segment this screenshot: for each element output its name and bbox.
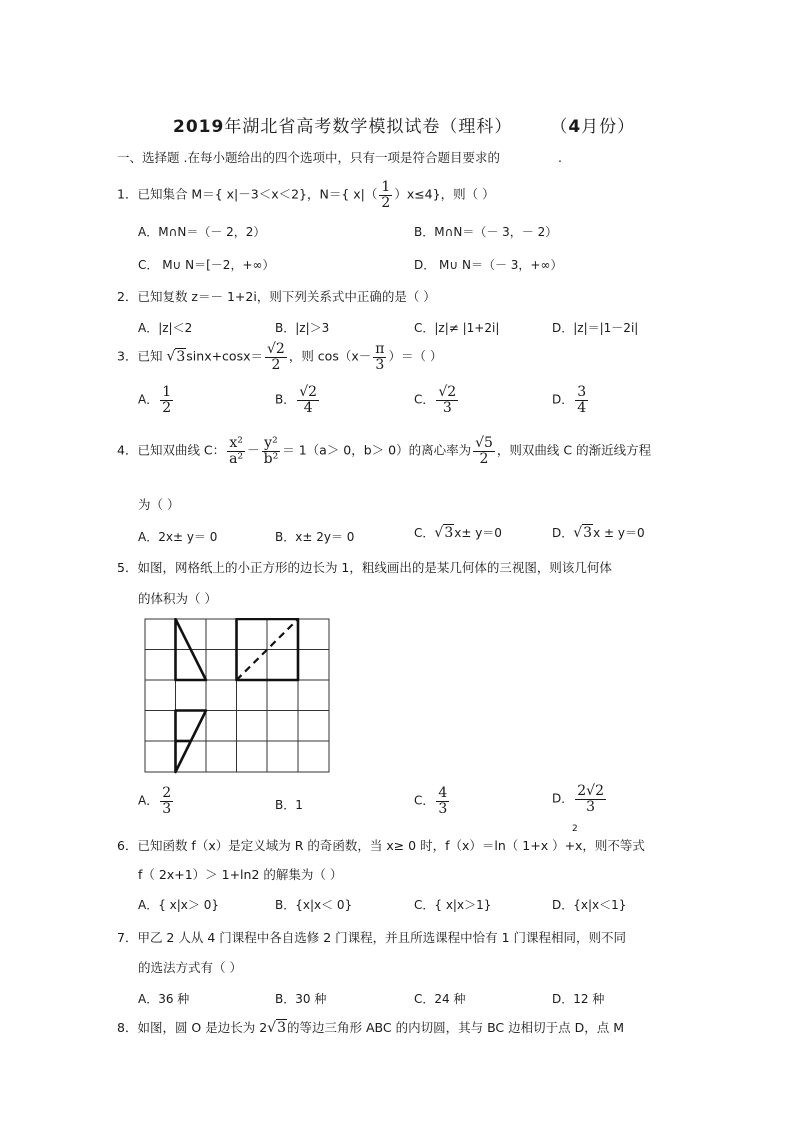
- question-3-option-c[interactable]: C． $\frac{√2}{3}$: [414, 384, 457, 416]
- question-4-option-a[interactable]: A．2x± y＝ 0: [138, 530, 218, 544]
- question-7-option-a[interactable]: A．36 种: [138, 992, 190, 1006]
- fraction: $\frac{2√2}{3}$: [577, 783, 604, 815]
- fraction: $\frac{\pi}{3}$: [375, 341, 385, 373]
- question-1-option-a[interactable]: A．M∩N＝（－ 2，2）: [138, 225, 266, 239]
- question-7-option-b[interactable]: B．30 种: [275, 992, 327, 1006]
- question-3-stem: 3．已知 √3sinx+cosx＝ $\frac{√2}{2}$ ，则 cos（x－ $\frac{\pi}{3}$ ）＝（ ）: [117, 341, 443, 373]
- question-4-stem-line2: 为（ ）: [138, 497, 180, 512]
- question-3-option-b[interactable]: B． $\frac{√2}{4}$: [275, 384, 318, 416]
- fraction: $\frac{√2}{4}$: [299, 384, 318, 416]
- question-5-option-a[interactable]: A． $\frac{2}{3}$: [138, 785, 172, 817]
- question-5-option-d[interactable]: D． $\frac{2√2}{3}$: [552, 783, 604, 815]
- question-1-option-b[interactable]: B．M∩N＝（－ 3，－ 2）: [414, 225, 558, 239]
- sqrt-expression: √3: [573, 525, 593, 541]
- question-7-stem-line2: 的选法方式有（ ）: [138, 960, 242, 975]
- fraction: $\frac{2}{3}$: [162, 785, 172, 817]
- question-2-stem: 2．已知复数 z＝－ 1+2i，则下列关系式中正确的是（ ）: [117, 289, 436, 304]
- question-4-option-b[interactable]: B．x± 2y＝ 0: [275, 530, 355, 544]
- question-2-option-a[interactable]: A．|z|＜2: [138, 321, 193, 335]
- question-5-stem: 5．如图，网格纸上的小正方形的边长为 1，粗线画出的是某几何体的三视图，则该几何体: [117, 560, 612, 575]
- fraction: $\frac{\text{x²}}{\text{a²}}$: [229, 435, 244, 467]
- question-3-option-d[interactable]: D． $\frac{3}{4}$: [552, 384, 587, 416]
- question-4-stem: 4．已知双曲线 C： $\frac{\text{x²}}{\text{a²}}$ － $\frac{\text{y²}}{\text{b²}}$ ＝ 1（a＞ 0，b＞ 0）的离心率为 $\frac{√5}{2}$ ，则双曲线 C 的渐近线方程: [117, 435, 652, 467]
- question-1-option-c[interactable]: C． M∪ N＝[－2，+∞）: [138, 258, 275, 272]
- question-2-option-d[interactable]: D．|z|＝|1－2i|: [552, 321, 639, 335]
- question-3-option-a[interactable]: A． $\frac{1}{2}$: [138, 384, 172, 416]
- question-2-option-b[interactable]: B．|z|＞3: [275, 321, 330, 335]
- fraction: $\frac{3}{4}$: [577, 384, 587, 416]
- question-5-stem-line2: 的体积为（ ）: [138, 591, 217, 606]
- superscript-2: 2: [572, 824, 578, 834]
- fraction: $\frac{√2}{3}$: [438, 384, 457, 416]
- question-2-option-c[interactable]: C．|z|≠ |1+2i|: [414, 321, 500, 335]
- fraction: $\frac{4}{3}$: [438, 785, 448, 817]
- question-4-option-d[interactable]: D．√3x ± y＝0: [552, 525, 645, 541]
- fraction: $\frac{1}{2}$: [381, 179, 391, 211]
- section-header: 一、选择题 .在每小题给出的四个选项中，只有一项是符合题目要求的 .: [117, 150, 562, 165]
- sqrt-expression: √3: [166, 348, 186, 365]
- fraction: $\frac{1}{2}$: [162, 384, 172, 416]
- sqrt-expression: √3: [434, 525, 454, 541]
- fraction: $\frac{√2}{2}$: [267, 341, 285, 373]
- question-7-option-c[interactable]: C．24 种: [414, 992, 466, 1006]
- fraction: $\frac{\text{y²}}{\text{b²}}$: [263, 435, 279, 467]
- question-6-option-c[interactable]: C．{ x|x＞1}: [414, 898, 492, 912]
- question-6-option-a[interactable]: A．{ x|x＞ 0}: [138, 898, 219, 912]
- fraction: $\frac{√5}{2}$: [475, 435, 493, 467]
- three-view-grid-figure: [144, 618, 330, 774]
- question-5-option-c[interactable]: C． $\frac{4}{3}$: [414, 785, 448, 817]
- question-1-stem: 1．已知集合 M＝{ x|－3＜x＜2}，N＝{ x|（ $\frac{1}{2}$ ）x≤4}，则（ ）: [117, 179, 495, 211]
- page-title: 2019年湖北省高考数学模拟试卷（理科） （4月份）: [173, 117, 636, 137]
- question-1-option-d[interactable]: D． M∪ N＝（－ 3，+∞）: [414, 258, 563, 272]
- question-6-option-b[interactable]: B．{x|x＜ 0}: [275, 898, 353, 912]
- question-6-stem: 6．已知函数 f（x）是定义域为 R 的奇函数，当 x≥ 0 时，f（x）＝ln（ 1+x ）+x，则不等式: [117, 838, 645, 853]
- question-8-stem: 8．如图，圆 O 是边长为 2√3的等边三角形 ABC 的内切圆，其与 BC 边相切于点 D，点 M: [117, 1020, 624, 1036]
- question-6-stem-line2: f（ 2x+1）＞ 1+ln2 的解集为（ ）: [138, 867, 343, 882]
- question-4-option-c[interactable]: C．√3x± y＝0: [414, 525, 502, 541]
- sqrt-expression: √3: [267, 1020, 287, 1036]
- question-6-option-d[interactable]: D．{x|x＜1}: [552, 898, 627, 912]
- question-5-option-b[interactable]: B．1: [275, 798, 303, 812]
- question-7-stem: 7．甲乙 2 人从 4 门课程中各自选修 2 门课程，并且所选课程中恰有 1 门课程相同，则不同: [117, 930, 627, 945]
- question-7-option-d[interactable]: D．12 种: [552, 992, 605, 1006]
